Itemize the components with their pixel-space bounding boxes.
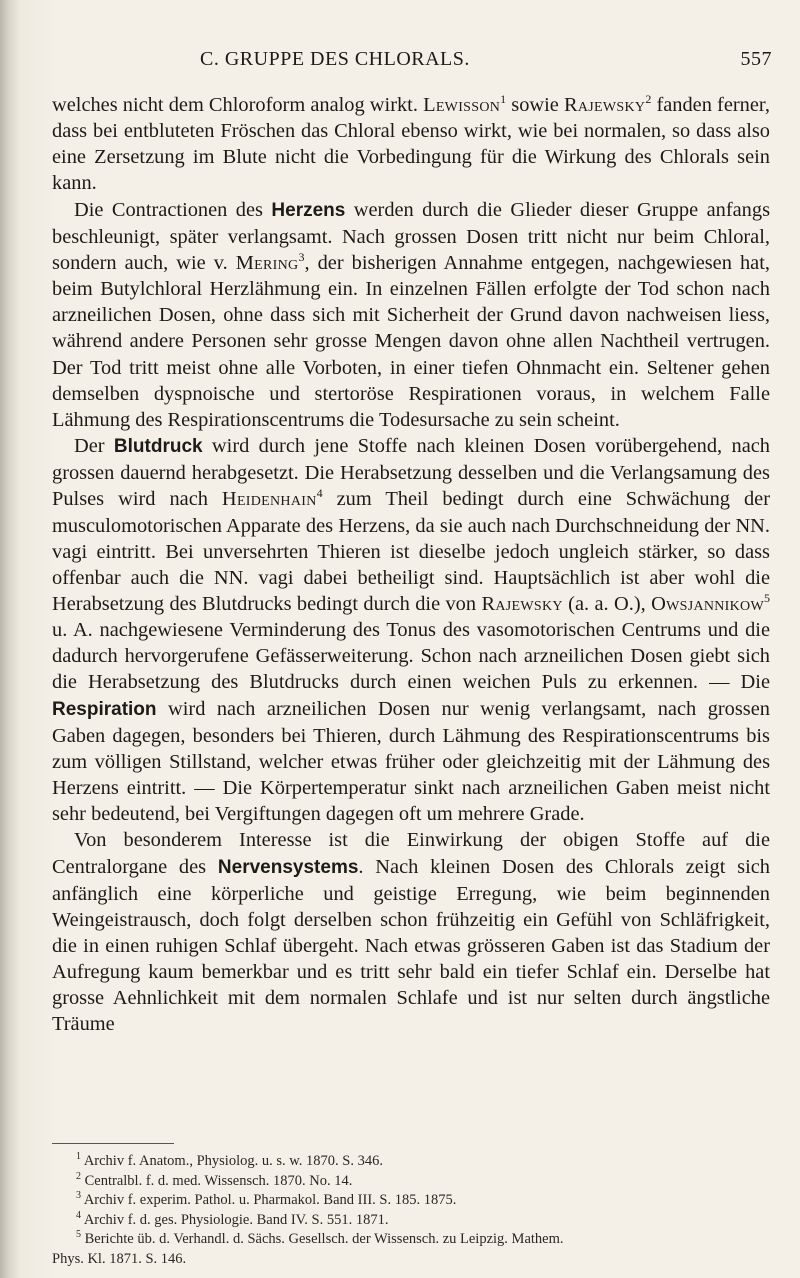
- footnote-5: [52, 1230, 772, 1250]
- keyword-heading: Herzens: [271, 199, 346, 221]
- keyword-heading: Respiration: [52, 698, 157, 720]
- footnote-number: 4: [76, 1209, 81, 1221]
- paragraph-nervensystem: [52, 827, 770, 1037]
- footnote-3: [52, 1191, 772, 1211]
- text-run: , der bisherigen Annahme entgegen, nachgewiesen hat, beim Butylchloral Herzlähmung ein. In einzelnen Fällen erfolgte der Tod schon nach arzneilichen Dosen, ohne dass sich mit Sicherheit der Grund davon nachweisen liess, während andere Personen sehr grosse Mengen davon ohne allen Nachtheil vertrugen. Der Tod tritt meist ohne alle Vorboten, in einer tiefen Ohnmacht ein. Seltener gehen demselben dyspnoische und stertoröse Respirationen voraus, in welchem Falle Lähmung des Respirationscentrums die Todesursache zu sein scheint.: [52, 251, 770, 431]
- paragraph-herzens: [52, 197, 770, 433]
- footnote-1: [52, 1152, 772, 1172]
- text-run: . Nach kleinen Dosen des Chlorals zeigt sich anfänglich eine körperliche und geistige Erregung, wie beim beginnenden Weingeistrausch, doch folgt derselben schon frühzeitig ein Gefühl von Schläfrigkeit, die in einen ruhigen Schlaf übergeht. Nach etwas grösseren Gaben ist das Stadium der Aufregung kaum bemerkbar und es tritt sehr bald ein tiefer Schlaf ein. Derselbe hat grosse Aehnlichkeit mit dem normalen Schlafe und ist nur selten durch ängstliche Träume: [52, 855, 770, 1036]
- text-run: werden durch die Glieder dieser Gruppe anfangs beschleunigt, später verlangsamt. Nach grossen Dosen tritt nicht nur beim Chloral, sondern auch, wie v.: [52, 198, 771, 274]
- text-run: zum Theil bedingt durch eine Schwächung der musculomotorischen Apparate des Herzens, da sie auch nach Durchschneidung der NN. vagi eintritt. Bei unversehrten Thieren ist dieselbe jedoch ungleich stärker, so dass offenbar auch die NN. vagi dabei betheiligt sind. Hauptsächlich ist aber wohl die Herabsetzung des Blutdrucks bedingt durch die von: [52, 488, 770, 615]
- footnote-text: Phys. Kl. 1871. S. 146.: [52, 1250, 187, 1267]
- header-title: C. GRUPPE DES CHLORALS.: [200, 48, 470, 70]
- footnote-text: Centralbl. f. d. med. Wissensch. 1870. No. 14.: [81, 1172, 353, 1189]
- text-run: welches nicht dem Chloroform analog wirkt.: [52, 94, 424, 116]
- footnotes: [52, 1152, 772, 1270]
- text-run: (a. a. O.),: [562, 592, 652, 615]
- body-text: [52, 92, 770, 1038]
- footnote-number: 5: [76, 1229, 81, 1241]
- author-name: Rajewsky: [481, 592, 563, 615]
- keyword-heading: Blutdruck: [113, 436, 203, 458]
- author-name: Rajewsky: [563, 94, 646, 116]
- footnote-reference: 1: [500, 92, 507, 107]
- footnote-4: [52, 1211, 772, 1231]
- footnote-5-continuation: [52, 1250, 772, 1270]
- footnote-2: [52, 1172, 772, 1192]
- footnote-text: Archiv f. Anatom., Physiolog. u. s. w. 1870. S. 346.: [81, 1153, 383, 1169]
- author-name: Owsjannikow: [651, 592, 764, 615]
- paragraph-blutdruck: [52, 433, 770, 827]
- text-run: Der: [74, 435, 114, 458]
- text-run: sowie: [506, 94, 564, 116]
- text-run: Die Contractionen des: [74, 198, 272, 221]
- footnote-number: 3: [76, 1190, 81, 1202]
- text-run: fanden ferner, dass bei entbluteten Fröschen das Chloral ebenso wirkt, wie bei normalen, so dass also eine Zersetzung im Blute nicht die Vorbedingung für die Wirkung des Chlorals sein kann.: [52, 94, 771, 195]
- footnote-reference: 5: [763, 591, 770, 606]
- text-run: Von besonderem Interesse ist die Einwirkung der obigen Stoffe auf die Centralorgane des: [52, 829, 770, 878]
- author-name: Heidenhain: [221, 488, 317, 511]
- footnote-number: 1: [76, 1151, 81, 1163]
- author-name: Lewisson: [423, 94, 501, 116]
- footnote-number: 2: [76, 1170, 81, 1182]
- footnote-reference: 4: [316, 486, 323, 501]
- footnote-divider: [52, 1143, 174, 1144]
- text-run: u. A. nachgewiesene Verminderung des Tonus des vasomotorischen Centrums und die dadurch hervorgerufene Gefässerweiterung. Schon nach arzneilichen Dosen giebt sich die Herabsetzung des Blutdrucks durch einen weichen Puls zu erkennen. — Die: [52, 619, 770, 694]
- footnote-reference: 2: [645, 92, 652, 107]
- footnote-text: Archiv f. d. ges. Physiologie. Band IV. S. 551. 1871.: [81, 1211, 389, 1228]
- text-run: wird nach arzneilichen Dosen nur wenig verlangsamt, nach grossen Gaben dagegen, besonders bei Thieren, durch Lähmung des Respirationscentrums bis zum völligen Stillstand, welcher etwas früher oder gleichzeitig mit der Lähmung des Herzens eintritt. — Die Körpertemperatur sinkt nach arzneilichen Gaben meist nicht sehr bedeutend, bei Vergiftungen dagegen oft um mehrere Grade.: [52, 697, 770, 826]
- footnote-text: Archiv f. experim. Pathol. u. Pharmakol. Band III. S. 185. 1875.: [81, 1192, 457, 1209]
- text-run: wird durch jene Stoffe nach kleinen Dosen vorübergehend, nach grossen dauernd herabgesetzt. Die Herabsetzung desselben und die Verlangsamung des Pulses wird nach: [52, 435, 770, 511]
- author-name: Mering: [235, 251, 299, 274]
- page-number: 557: [740, 48, 772, 70]
- running-header: [54, 48, 772, 78]
- keyword-heading: Nervensystems: [217, 856, 359, 878]
- paragraph-chloroform: [52, 92, 770, 197]
- footnote-text: Berichte üb. d. Verhandl. d. Sächs. Gesellsch. der Wissensch. zu Leipzig. Mathem.: [81, 1231, 564, 1248]
- footnote-reference: 3: [298, 250, 305, 265]
